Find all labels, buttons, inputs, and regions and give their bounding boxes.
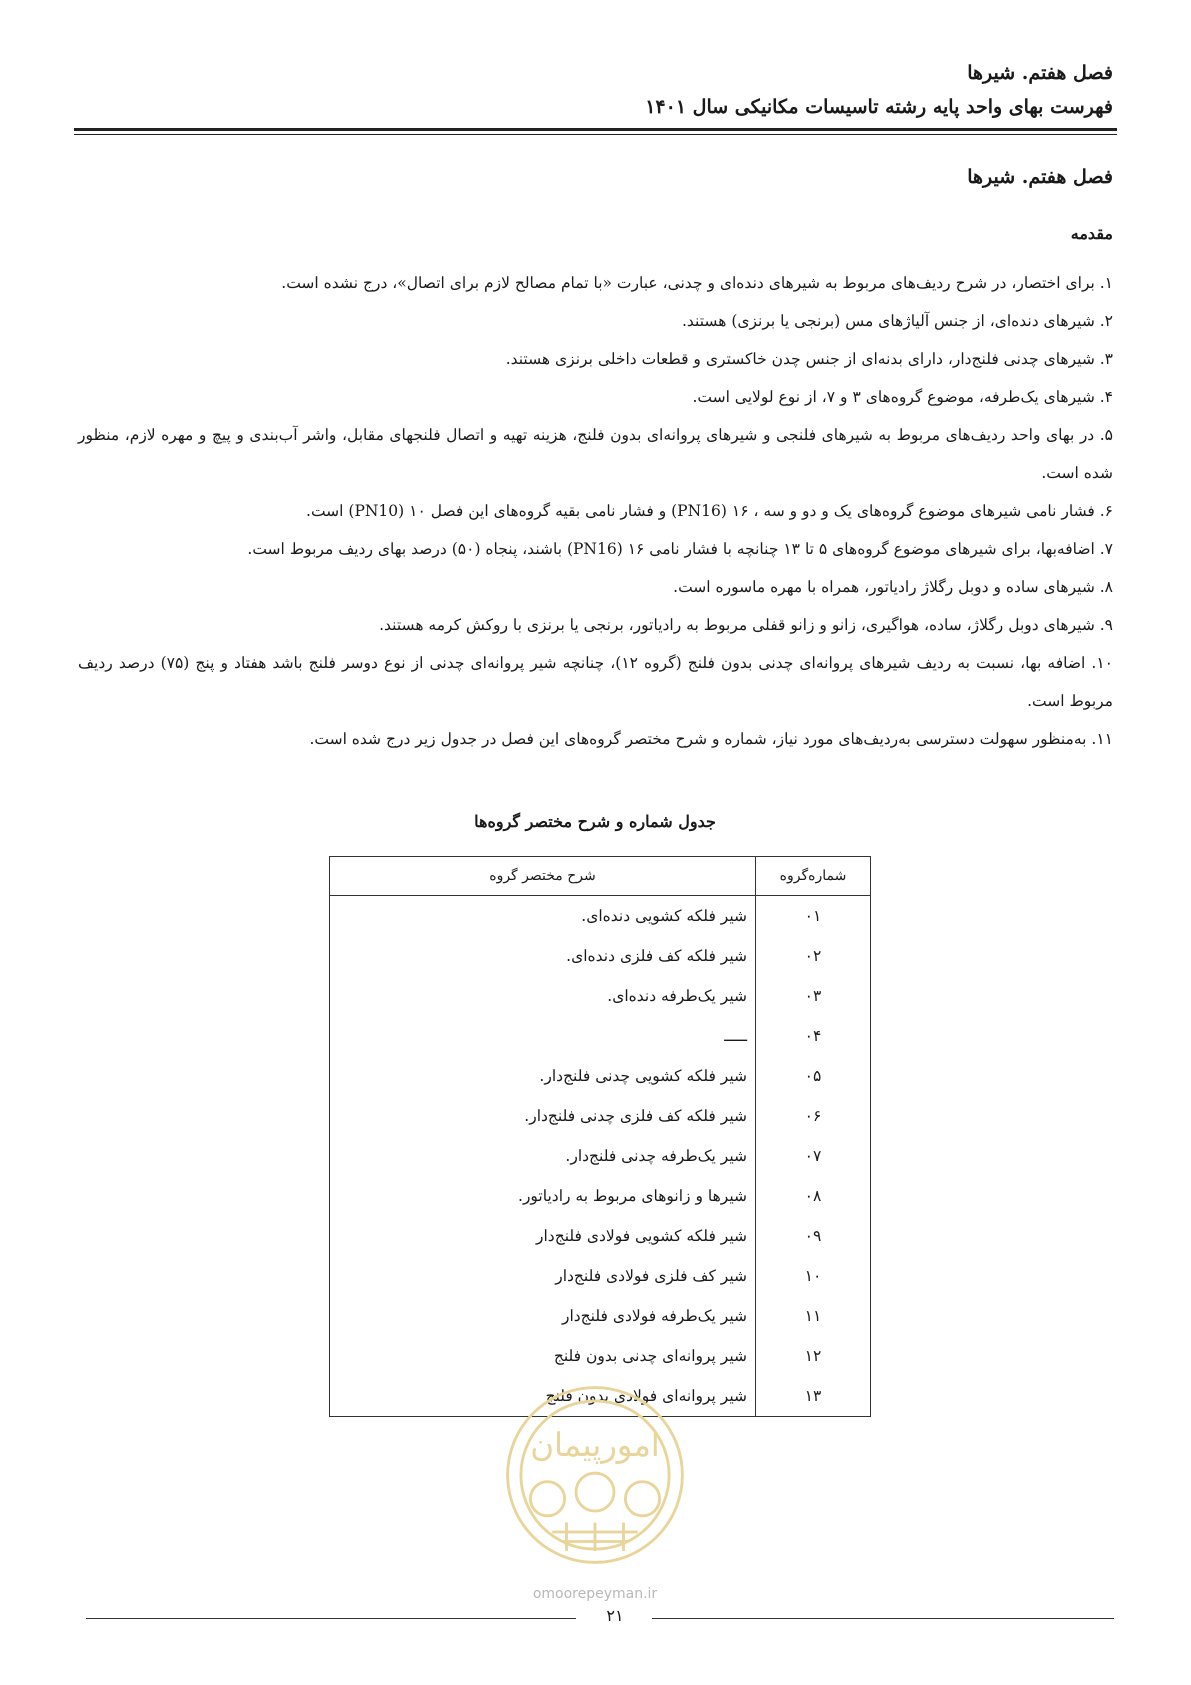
paragraph-2: ۲. شیرهای دنده‌ای، از جنس آلیاژهای مس (برنجی یا برنزی) هستند.	[681, 312, 1113, 330]
group-number: ۱۳	[756, 1376, 871, 1417]
chapter-title: فصل هفتم. شیرها	[967, 166, 1113, 188]
group-description: شیر فلکه کشویی چدنی فلنج‌دار.	[330, 1056, 756, 1096]
watermark-seal-text: امورپیمان	[530, 1426, 660, 1464]
table-row	[330, 1096, 871, 1136]
group-number: ۰۶	[756, 1096, 871, 1136]
group-description: شیر کف فلزی فولادی فلنج‌دار	[330, 1256, 756, 1296]
group-number: ۰۳	[756, 976, 871, 1016]
group-number: ۰۲	[756, 936, 871, 976]
intro-paragraphs	[78, 264, 1113, 758]
table-row	[330, 1136, 871, 1176]
paragraph-10: ۱۰. اضافه بها، نسبت به ردیف شیرهای پروانه‌ای چدنی بدون فلنج (گروه ۱۲)، چنانچه شیر پروانه‌ای چدنی از نوع دوسر فلنج باشد هفتاد و پنج (۷۵) درصد ردیف مربوط است.	[78, 654, 1113, 710]
paragraph-4: ۴. شیرهای یک‌طرفه، موضوع گروه‌های ۳ و ۷، از نوع لولایی است.	[692, 388, 1113, 406]
paragraph-6: ۶. فشار نامی شیرهای موضوع گروه‌های یک و دو و سه ، ۱۶ (PN16) و فشار نامی بقیه گروه‌های این فصل ۱۰ (PN10) است.	[306, 502, 1113, 520]
table-row	[330, 896, 871, 937]
table-row	[330, 1016, 871, 1056]
group-description: شیر یک‌طرفه چدنی فلنج‌دار.	[330, 1136, 756, 1176]
paragraph-3: ۳. شیرهای چدنی فلنج‌دار، دارای بدنه‌ای از جنس چدن خاکستری و قطعات داخلی برنزی هستند.	[505, 350, 1113, 368]
header-document-title: فهرست بهای واحد پایه رشته تاسیسات مکانیکی سال ۱۴۰۱	[645, 96, 1113, 118]
group-description: شیر فلکه کف فلزی چدنی فلنج‌دار.	[330, 1096, 756, 1136]
header-chapter: فصل هفتم. شیرها	[967, 62, 1113, 84]
intro-heading: مقدمه	[1070, 224, 1113, 243]
header-divider-thin	[74, 134, 1117, 135]
group-description: شیر فلکه کف فلزی دنده‌ای.	[330, 936, 756, 976]
group-description: شیر فلکه کشویی فولادی فلنج‌دار	[330, 1216, 756, 1256]
group-description: شیر پروانه‌ای چدنی بدون فلنج	[330, 1336, 756, 1376]
footer-rule-right	[652, 1618, 1114, 1619]
header-divider-thick	[74, 128, 1117, 131]
group-number: ۰۱	[756, 896, 871, 937]
page-number: ۲۱	[606, 1606, 624, 1625]
table-row	[330, 1256, 871, 1296]
table-row	[330, 976, 871, 1016]
group-number: ۰۴	[756, 1016, 871, 1056]
group-number: ۰۷	[756, 1136, 871, 1176]
group-number: ۱۲	[756, 1336, 871, 1376]
column-header-number: شماره‌گروه	[756, 857, 871, 896]
watermark-seal-icon	[500, 1380, 690, 1570]
groups-table	[329, 856, 871, 1417]
paragraph-9: ۹. شیرهای دوبل رگلاژ، ساده، هواگیری، زانو و زانو قفلی مربوط به رادیاتور، برنجی یا برنزی با روکش کرمه هستند.	[379, 616, 1113, 634]
footer-rule-left	[86, 1618, 576, 1619]
group-number: ۰۵	[756, 1056, 871, 1096]
group-number: ۱۰	[756, 1256, 871, 1296]
group-description: شیرها و زانوهای مربوط به رادیاتور.	[330, 1176, 756, 1216]
group-description: شیر یک‌طرفه فولادی فلنج‌دار	[330, 1296, 756, 1336]
table-row	[330, 1176, 871, 1216]
group-number: ۰۹	[756, 1216, 871, 1256]
group-description: شیر یک‌طرفه دنده‌ای.	[330, 976, 756, 1016]
table-row	[330, 1216, 871, 1256]
table-row	[330, 1056, 871, 1096]
watermark-site: omoorepeyman.ir	[532, 1586, 658, 1602]
group-number: ۰۸	[756, 1176, 871, 1216]
page-header	[78, 56, 1113, 124]
table-row	[330, 1336, 871, 1376]
paragraph-5: ۵. در بهای واحد ردیف‌های مربوط به شیرهای فلنجی و شیرهای پروانه‌ای بدون فلنج، هزینه تهیه و اتصال فلنجهای مقابل، واشر آب‌بندی و پیچ و مهره لازم، منظور شده است.	[78, 426, 1113, 482]
table-row	[330, 936, 871, 976]
paragraph-1: ۱. برای اختصار، در شرح ردیف‌های مربوط به شیرهای دنده‌ای و چدنی، عبارت «با تمام مصالح لازم برای اتصال»، درج نشده است.	[281, 274, 1113, 292]
table-row	[330, 1296, 871, 1336]
group-description: ـــــ	[330, 1016, 756, 1056]
paragraph-7: ۷. اضافه‌بها، برای شیرهای موضوع گروه‌های ۵ تا ۱۳ چنانچه با فشار نامی ۱۶ (PN16) باشند، پنجاه (۵۰) درصد بهای ردیف مربوط است.	[247, 540, 1113, 558]
group-description: شیر پروانه‌ای فولادی بدون فلنج	[330, 1376, 756, 1417]
paragraph-11: ۱۱. به‌منظور سهولت دسترسی به‌ردیف‌های مورد نیاز، شماره و شرح مختصر گروه‌های این فصل در جدول زیر درج شده است.	[309, 730, 1113, 748]
table-header-row	[330, 857, 871, 896]
group-number: ۱۱	[756, 1296, 871, 1336]
column-header-description: شرح مختصر گروه	[330, 857, 756, 896]
table-title: جدول شماره و شرح مختصر گروه‌ها	[474, 812, 716, 831]
paragraph-8: ۸. شیرهای ساده و دوبل رگلاژ رادیاتور، همراه با مهره ماسوره است.	[673, 578, 1113, 596]
group-description: شیر فلکه کشویی دنده‌ای.	[330, 896, 756, 937]
